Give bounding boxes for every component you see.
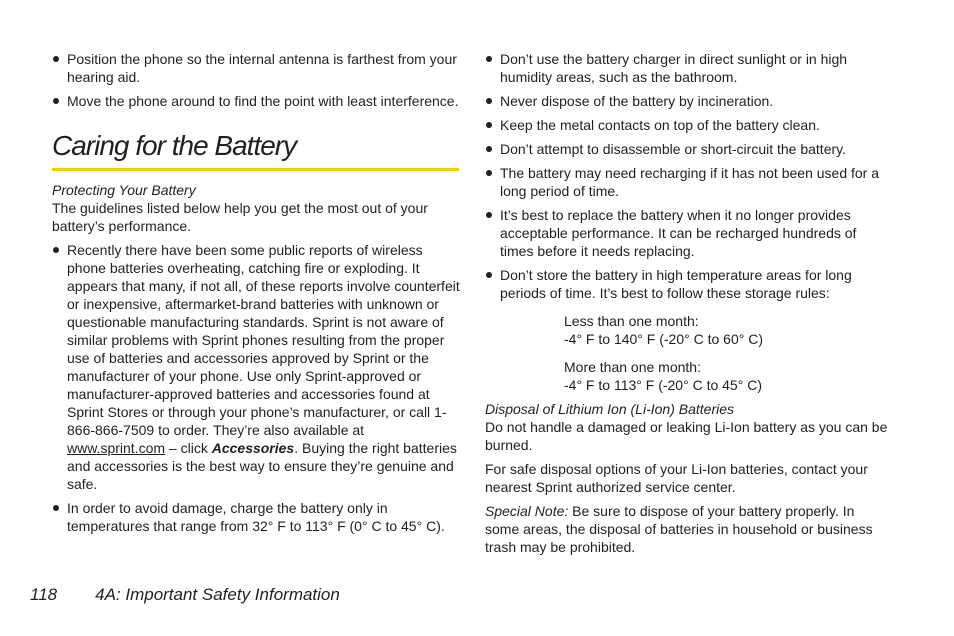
bullet-icon xyxy=(53,247,59,253)
bullet-icon xyxy=(486,212,492,218)
storage-rules xyxy=(485,312,890,394)
bullet-icon xyxy=(53,56,59,62)
list-item: Never dispose of the battery by incineration. xyxy=(485,92,890,110)
intro-bullet-list xyxy=(52,50,462,110)
bullet-icon xyxy=(486,98,492,104)
disposal-paragraph: For safe disposal options of your Li-Ion batteries, contact your nearest Sprint authorized service center. xyxy=(485,461,868,495)
bullet-icon xyxy=(486,170,492,176)
storage-rule: More than one month: -4° F to 113° F (-20° C to 45° C) xyxy=(564,359,762,393)
bullet-icon xyxy=(53,505,59,511)
accessories-label: Accessories xyxy=(211,440,295,456)
intro-paragraph: The guidelines listed below help you get the most out of your battery’s performance. xyxy=(52,200,428,234)
section-title: Caring for the Battery xyxy=(52,130,459,171)
bullet-icon xyxy=(486,56,492,62)
bullet-icon xyxy=(486,122,492,128)
footer-section-label: 4A: Important Safety Information xyxy=(95,585,340,604)
page-number: 118 xyxy=(30,585,58,604)
storage-rule: Less than one month: -4° F to 140° F (-20° C to 60° C) xyxy=(564,313,764,347)
page-footer xyxy=(30,585,340,605)
battery-bullet-list xyxy=(52,241,462,535)
disposal-heading: Disposal of Lithium Ion (Li-Ion) Batteries xyxy=(485,401,734,417)
list-item: In order to avoid damage, charge the battery only in temperatures that range from 32° F to 113° F (0° C to 45° C). xyxy=(52,499,462,535)
disposal-paragraph: Do not handle a damaged or leaking Li-Ion battery as you can be burned. xyxy=(485,419,888,453)
special-note: Special Note: Be sure to dispose of your battery properly. In some areas, the disposal of batteries in household or business trash may be prohibited. xyxy=(485,503,873,555)
list-item: Keep the metal contacts on top of the battery clean. xyxy=(485,116,890,134)
sprint-website-link[interactable]: www.sprint.com xyxy=(67,440,166,456)
list-item: Recently there have been some public reports of wireless phone batteries overheating, catching fire or exploding. It appears that many, if not all, of these reports involve counterfeit or inexpensive, aftermarket-brand batteries with unknown or questionable manufacturing standards. Sprint is not aware of similar problems with Sprint phones resulting from the proper use of batteries and accessories approved by Sprint or the manufacturer of your phone. Use only Sprint-approved or manufacturer-approved batteries and accessories found at Sprint Stores or through your phone’s manufacturer, or call 1-866-866-7509 to order. They’re also available at www.sprint.com – click Accessories. Buying the right batteries and accessories is the best way to ensure they’re genuine and safe. xyxy=(52,241,462,493)
bullet-icon xyxy=(486,146,492,152)
right-column xyxy=(485,50,890,556)
list-item: Move the phone around to find the point with least interference. xyxy=(52,92,462,110)
list-item: Position the phone so the internal antenna is farthest from your hearing aid. xyxy=(52,50,462,86)
list-item: Don’t attempt to disassemble or short-circuit the battery. xyxy=(485,140,890,158)
list-item: The battery may need recharging if it has not been used for a long period of time. xyxy=(485,164,890,200)
bullet-icon xyxy=(486,272,492,278)
battery-care-bullet-list xyxy=(485,50,890,302)
special-note-label: Special Note: xyxy=(485,503,569,519)
list-item: It’s best to replace the battery when it no longer provides acceptable performance. It can be recharged hundreds of times before it needs replacing. xyxy=(485,206,890,260)
subheading-protecting-battery: Protecting Your Battery xyxy=(52,182,196,198)
bullet-icon xyxy=(53,98,59,104)
list-item: Don’t use the battery charger in direct sunlight or in high humidity areas, such as the bathroom. xyxy=(485,50,890,86)
left-column xyxy=(52,50,462,541)
list-item: Don’t store the battery in high temperature areas for long periods of time. It’s best to follow these storage rules: xyxy=(485,266,890,302)
